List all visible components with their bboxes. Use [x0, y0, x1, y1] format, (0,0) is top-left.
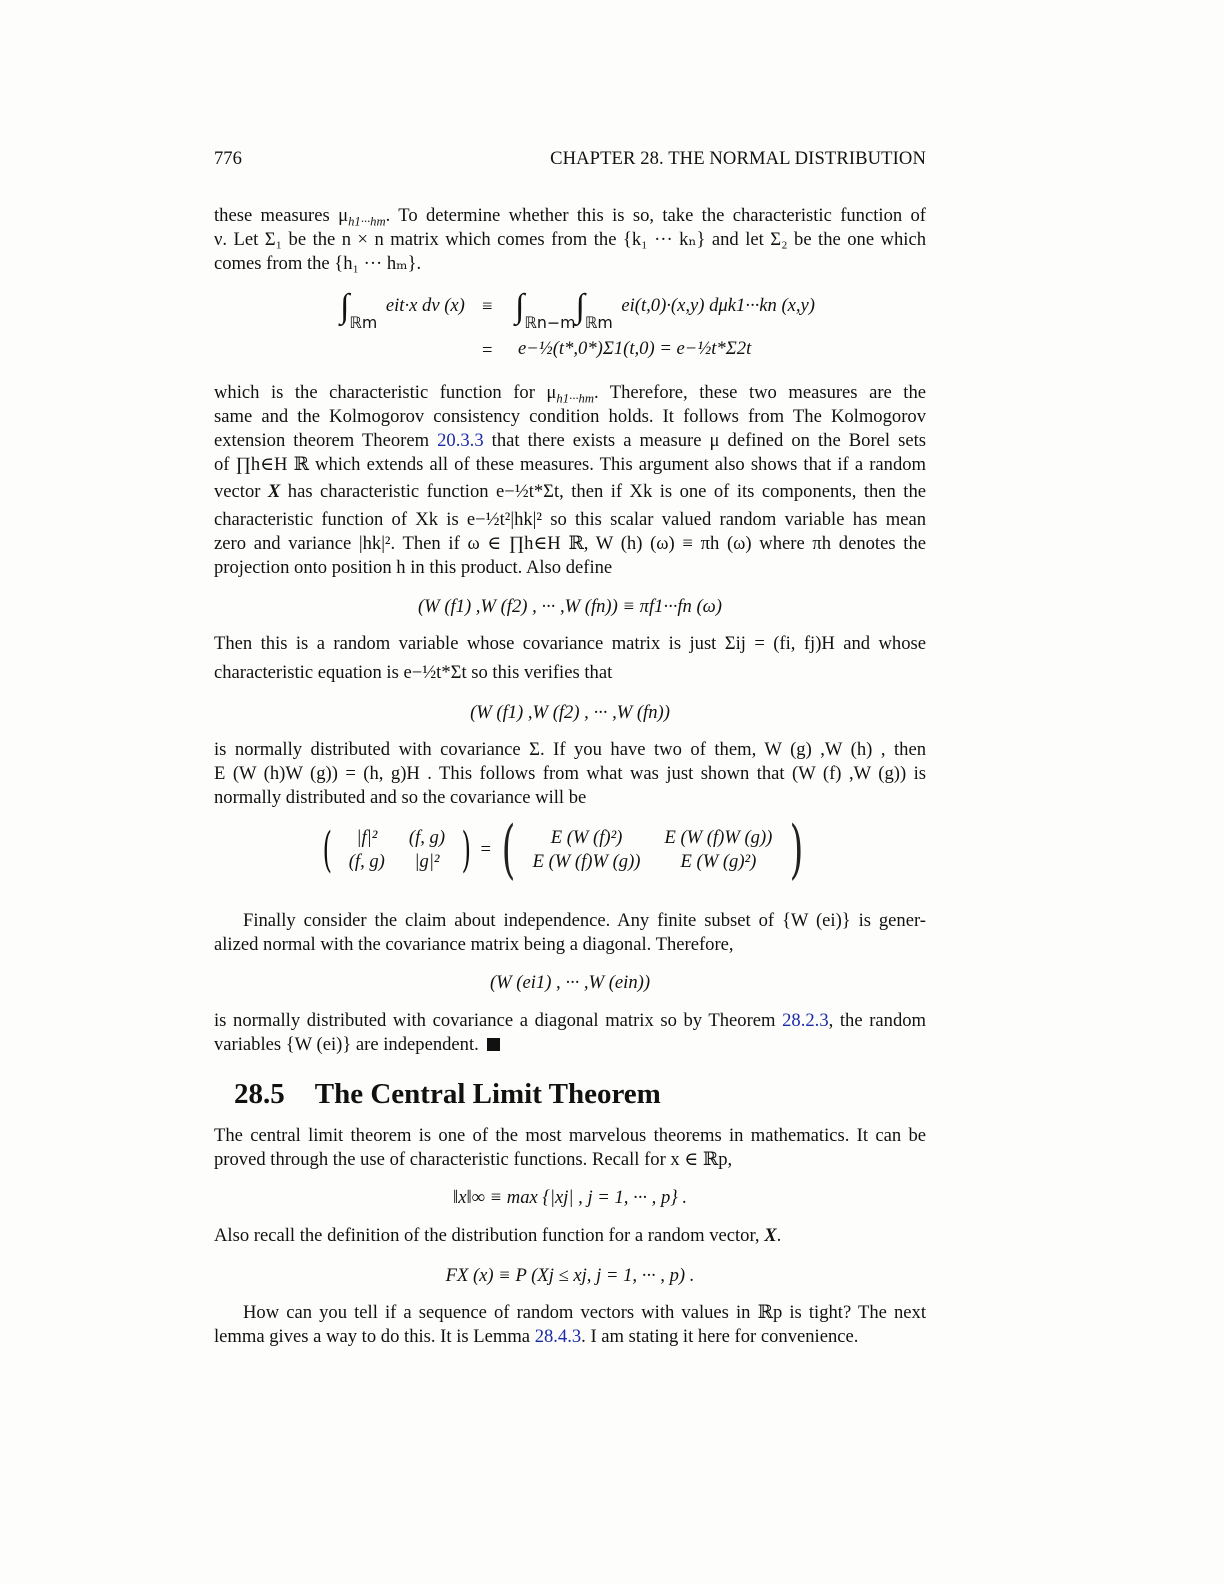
integral-sign-icon: ∫ [515, 288, 525, 325]
para3-line2: characteristic equation is e−½t*Σt so this verifies that [214, 662, 613, 683]
para1-line3: comes from the {h₁ ··· hₘ}. [214, 253, 422, 274]
matrix-cell: (f, g) [408, 827, 446, 848]
integral-sign-icon: ∫ [575, 288, 585, 325]
para3-line1: Then this is a random variable whose covariance matrix is just Σij = (fi, fj)H and whose [214, 633, 926, 654]
equation-vector: (W (f1) ,W (f2) , ··· ,W (fn)) [470, 702, 670, 723]
section-heading [234, 1078, 661, 1111]
eq1-rel2: = [482, 340, 493, 361]
left-paren-icon: ( [322, 822, 333, 878]
page-number: 776 [214, 148, 242, 169]
para9-line2: lemma gives a way to do this. It is Lemma 28.4.3. I am stating it here for convenience. [214, 1326, 859, 1347]
matrix-cell: |f|² [356, 827, 378, 848]
matrix-cell: E (W (g)²) [680, 851, 757, 872]
para2-line3: extension theorem Theorem 20.3.3 that there exists a measure μ defined on the Borel sets [214, 430, 927, 451]
para2-line8: projection onto position h in this product. Also define [214, 557, 613, 578]
right-matrix [521, 826, 785, 874]
para2-line6: characteristic function of Xk is e−½t²|hk|² so this scalar valued random variable has mean [214, 509, 926, 530]
right-paren-icon: ) [461, 822, 472, 878]
eq1-rel1: ≡ [482, 296, 493, 317]
matrix-cell: |g|² [414, 851, 440, 872]
matrix-cell: E (W (f)W (g)) [532, 851, 641, 872]
eq1-rhs1: $\int_{ℝn-m}\int_{ℝm}$ ei(t,0)·(x,y) dμk1···kn (x,y) [515, 288, 815, 332]
eq1-rhs2: e−½(t*,0*)Σ1(t,0) = e−½t*Σ2t [518, 338, 752, 359]
matrix-cell: E (W (f)W (g)) [664, 827, 773, 848]
para5-line2: alized normal with the covariance matrix being a diagonal. Therefore, [214, 934, 734, 955]
para2-line4: of ∏h∈H ℝ which extends all of these measures. This argument also shows that if a random [214, 454, 926, 475]
para5-line1: Finally consider the claim about independence. Any finite subset of {W (ei)} is gener- [243, 910, 926, 931]
qed-square-icon [487, 1038, 500, 1051]
para2-line5: vector X has characteristic function e−½t*Σt, then if Xk is one of its components, then the [214, 481, 926, 502]
para8-line1: Also recall the definition of the distribution function for a random vector, X. [214, 1225, 782, 1246]
para7-line1: The central limit theorem is one of the most marvelous theorems in mathematics. It can be [214, 1125, 926, 1146]
link-theorem-20-3-3[interactable]: 20.3.3 [437, 430, 484, 451]
para4-line1: is normally distributed with covariance Σ. If you have two of them, W (g) ,W (h) , then [214, 739, 926, 760]
equals-sign: = [480, 839, 491, 860]
para6-line2: variables {W (ei)} are independent. [214, 1034, 926, 1056]
para4-line3: normally distributed and so the covariance will be [214, 787, 587, 808]
para6-line1: is normally distributed with covariance a diagonal matrix so by Theorem 28.2.3, the random [214, 1010, 927, 1031]
para2-line7: zero and variance |hk|². Then if ω ∈ ∏h∈H ℝ, W (h) (ω) ≡ πh (ω) where πh denotes the [214, 533, 926, 554]
para7-line2: proved through the use of characteristic functions. Recall for x ∈ ℝp, [214, 1149, 733, 1170]
para4-line2: E (W (h)W (g)) = (h, g)H . This follows from what was just shown that (W (f) ,W (g)) is [214, 763, 926, 784]
running-title: CHAPTER 28. THE NORMAL DISTRIBUTION [550, 148, 926, 169]
section-number: 28.5 [234, 1078, 285, 1110]
equation-distribution-function: FX (x) ≡ P (Xj ≤ xj, j = 1, ··· , p) . [445, 1265, 695, 1286]
matrix-cell: (f, g) [348, 851, 385, 872]
eq1-lhs: $\int_{ℝm}$ eit·x dν (x) [340, 288, 465, 332]
equation-projection: (W (f1) ,W (f2) , ··· ,W (fn)) ≡ πf1···fn (ω) [417, 596, 722, 617]
right-paren-icon: ) [789, 813, 804, 887]
para2-line1: which is the characteristic function for $\mu_{h1\cdot\cdot\cdot hm}$. Therefore, these two measures are the [214, 382, 926, 406]
link-theorem-28-2-3[interactable]: 28.2.3 [782, 1010, 829, 1031]
integral-sign-icon: ∫ [340, 288, 350, 325]
section-title: The Central Limit Theorem [314, 1078, 661, 1110]
equation-independent-vector: (W (ei1) , ··· ,W (ein)) [489, 972, 651, 993]
left-matrix [337, 826, 457, 874]
left-paren-icon: ( [501, 813, 515, 887]
para1-line1: these measures $\mu_{h1\cdot\cdot\cdot hm}$. To determine whether this is so, take the characteristic function of [214, 205, 926, 229]
para1-line2: ν. Let Σ₁ be the n × n matrix which comes from the {k₁ ··· kₙ} and let Σ₂ be the one which [214, 229, 926, 250]
matrix-cell: E (W (f)²) [550, 827, 623, 848]
equation-covariance-matrix [318, 813, 828, 898]
link-lemma-28-4-3[interactable]: 28.4.3 [534, 1326, 582, 1347]
equation-sup-norm: ‖x‖∞ ≡ max {|xj| , j = 1, ··· , p} . [453, 1187, 687, 1208]
para9-line1: How can you tell if a sequence of random vectors with values in ℝp is tight? The next [243, 1302, 926, 1323]
para2-line2: same and the Kolmogorov consistency condition holds. It follows from The Kolmogorov [214, 406, 926, 427]
